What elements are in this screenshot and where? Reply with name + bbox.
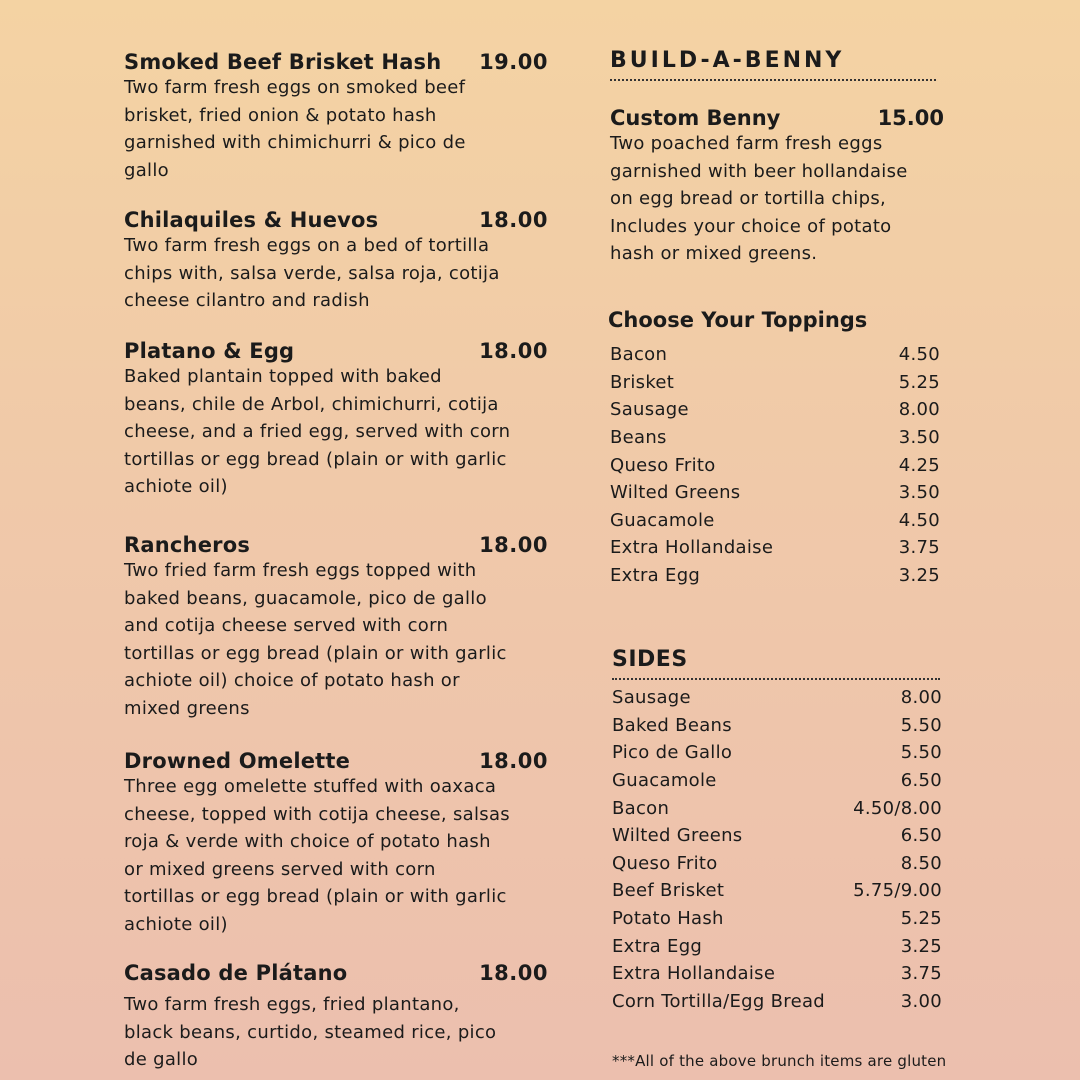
list-item xyxy=(612,712,942,740)
description-line: Two farm fresh eggs on smoked beef xyxy=(124,77,466,98)
sides-heading: SIDES xyxy=(612,647,688,672)
side-price: 3.75 xyxy=(900,963,942,985)
description-line: Two poached farm fresh eggs xyxy=(610,133,883,154)
description-line: and cotija cheese served with corn xyxy=(124,615,449,637)
topping-price: 4.50 xyxy=(898,509,940,531)
topping-price: 4.25 xyxy=(898,454,940,476)
item-header xyxy=(124,533,548,557)
side-name: Baked Beans xyxy=(612,714,732,736)
topping-price: 4.50 xyxy=(898,344,940,366)
description-line: Two fried farm fresh eggs topped with xyxy=(124,560,477,581)
description-line: roja & verde with choice of potato hash xyxy=(124,831,491,853)
list-item xyxy=(610,479,940,507)
side-name: Wilted Greens xyxy=(612,825,743,847)
list-item xyxy=(612,822,942,850)
side-name: Sausage xyxy=(612,687,691,709)
item-name: Casado de Plátano xyxy=(124,961,348,985)
list-item xyxy=(610,424,940,452)
topping-price: 5.25 xyxy=(898,371,940,393)
item-header xyxy=(610,106,944,130)
side-name: Guacamole xyxy=(612,770,717,792)
item-description xyxy=(124,74,548,184)
description-line: gallo xyxy=(124,159,169,181)
topping-name: Sausage xyxy=(610,399,689,421)
custom-benny-item xyxy=(610,106,944,268)
item-header xyxy=(124,339,548,363)
menu-item xyxy=(124,208,548,315)
item-price: 18.00 xyxy=(479,749,548,773)
list-item xyxy=(612,877,942,905)
side-name: Beef Brisket xyxy=(612,880,725,902)
item-price: 18.00 xyxy=(479,533,548,557)
item-name: Smoked Beef Brisket Hash xyxy=(124,50,442,74)
description-line: Two farm fresh eggs on a bed of tortilla xyxy=(124,235,490,256)
topping-price: 8.00 xyxy=(898,399,940,421)
item-description xyxy=(124,232,548,315)
list-item xyxy=(612,739,942,767)
build-a-benny-heading: BUILD-A-BENNY xyxy=(610,48,845,73)
topping-name: Bacon xyxy=(610,344,668,366)
description-line: or mixed greens served with corn xyxy=(124,858,436,880)
list-item xyxy=(612,794,942,822)
list-item xyxy=(610,369,940,397)
description-line: on egg bread or tortilla chips, xyxy=(610,188,887,210)
side-name: Extra Hollandaise xyxy=(612,963,776,985)
list-item xyxy=(610,507,940,535)
side-price: 3.00 xyxy=(900,990,942,1012)
item-header xyxy=(124,208,548,232)
side-price: 5.50 xyxy=(900,714,942,736)
description-line: baked beans, guacamole, pico de gallo xyxy=(124,587,487,609)
description-line: Two farm fresh eggs, fried plantano, xyxy=(124,994,460,1015)
description-line: Three egg omelette stuffed with oaxaca xyxy=(124,776,497,797)
description-line: de gallo xyxy=(124,1049,199,1071)
item-description xyxy=(124,773,548,939)
description-line: tortillas or egg bread (plain or with garlic xyxy=(124,886,507,908)
description-line: mixed greens xyxy=(124,697,250,719)
list-item xyxy=(610,396,940,424)
topping-price: 3.75 xyxy=(898,537,940,559)
side-name: Bacon xyxy=(612,797,670,819)
menu-item xyxy=(124,961,548,1074)
side-price: 6.50 xyxy=(900,770,942,792)
side-price: 3.25 xyxy=(900,935,942,957)
topping-name: Wilted Greens xyxy=(610,482,741,504)
item-header xyxy=(124,50,548,74)
description-line: achiote oil) choice of potato hash or xyxy=(124,670,460,692)
description-line: Baked plantain topped with baked xyxy=(124,366,442,387)
list-item xyxy=(610,341,940,369)
side-price: 5.50 xyxy=(900,742,942,764)
item-price: 18.00 xyxy=(479,339,548,363)
description-line: Includes your choice of potato xyxy=(610,215,892,237)
side-name: Queso Frito xyxy=(612,852,718,874)
description-line: garnished with beer hollandaise xyxy=(610,160,908,182)
list-item xyxy=(612,850,942,878)
toppings-heading: Choose Your Toppings xyxy=(608,308,868,332)
item-name: Drowned Omelette xyxy=(124,749,351,773)
topping-price: 3.50 xyxy=(898,482,940,504)
side-price: 6.50 xyxy=(900,825,942,847)
side-price: 5.25 xyxy=(900,908,942,930)
description-line: tortillas or egg bread (plain or with garlic xyxy=(124,642,507,664)
description-line: black beans, curtido, steamed rice, pico xyxy=(124,1021,497,1043)
sides-list xyxy=(612,684,942,1015)
item-price: 15.00 xyxy=(877,106,944,130)
item-header xyxy=(124,961,548,985)
item-description xyxy=(610,130,944,268)
menu-item xyxy=(124,749,548,939)
section-divider xyxy=(612,678,940,680)
gluten-footnote: ***All of the above brunch items are gluten xyxy=(612,1052,947,1070)
menu-item xyxy=(124,339,548,501)
side-name: Extra Egg xyxy=(612,935,703,957)
description-line: cheese, and a fried egg, served with corn xyxy=(124,421,511,443)
side-price: 8.00 xyxy=(900,687,942,709)
item-description xyxy=(124,557,548,723)
description-line: achiote oil) xyxy=(124,476,228,498)
item-name: Rancheros xyxy=(124,533,251,557)
list-item xyxy=(612,988,942,1016)
description-line: chips with, salsa verde, salsa roja, cotija xyxy=(124,262,500,284)
list-item xyxy=(612,960,942,988)
topping-name: Beans xyxy=(610,427,667,449)
side-price: 4.50/8.00 xyxy=(853,797,942,819)
side-name: Corn Tortilla/Egg Bread xyxy=(612,990,826,1012)
description-line: cheese cilantro and radish xyxy=(124,290,370,312)
item-price: 19.00 xyxy=(479,50,548,74)
item-name: Platano & Egg xyxy=(124,339,295,363)
item-header xyxy=(124,749,548,773)
item-price: 18.00 xyxy=(479,961,548,985)
list-item xyxy=(610,562,940,590)
topping-name: Extra Egg xyxy=(610,565,701,587)
description-line: tortillas or egg bread (plain or with garlic xyxy=(124,448,507,470)
list-item xyxy=(612,932,942,960)
topping-price: 3.25 xyxy=(898,565,940,587)
item-name: Chilaquiles & Huevos xyxy=(124,208,379,232)
item-description xyxy=(124,991,548,1074)
description-line: hash or mixed greens. xyxy=(610,243,818,265)
description-line: garnished with chimichurri & pico de xyxy=(124,132,466,154)
list-item xyxy=(610,451,940,479)
menu-item xyxy=(124,50,548,184)
side-name: Pico de Gallo xyxy=(612,742,733,764)
item-name: Custom Benny xyxy=(610,106,781,130)
topping-name: Brisket xyxy=(610,371,675,393)
topping-name: Queso Frito xyxy=(610,454,716,476)
list-item xyxy=(612,767,942,795)
description-line: achiote oil) xyxy=(124,913,228,935)
list-item xyxy=(610,534,940,562)
side-price: 5.75/9.00 xyxy=(853,880,942,902)
side-price: 8.50 xyxy=(900,852,942,874)
item-price: 18.00 xyxy=(479,208,548,232)
item-description xyxy=(124,363,548,501)
list-item xyxy=(612,905,942,933)
topping-name: Extra Hollandaise xyxy=(610,537,774,559)
side-name: Potato Hash xyxy=(612,908,724,930)
list-item xyxy=(612,684,942,712)
topping-name: Guacamole xyxy=(610,509,715,531)
toppings-list xyxy=(610,341,940,589)
description-line: beans, chile de Arbol, chimichurri, cotija xyxy=(124,393,499,415)
topping-price: 3.50 xyxy=(898,427,940,449)
description-line: cheese, topped with cotija cheese, salsas xyxy=(124,803,510,825)
description-line: brisket, fried onion & potato hash xyxy=(124,104,437,126)
section-divider xyxy=(610,79,936,81)
menu-item xyxy=(124,533,548,723)
